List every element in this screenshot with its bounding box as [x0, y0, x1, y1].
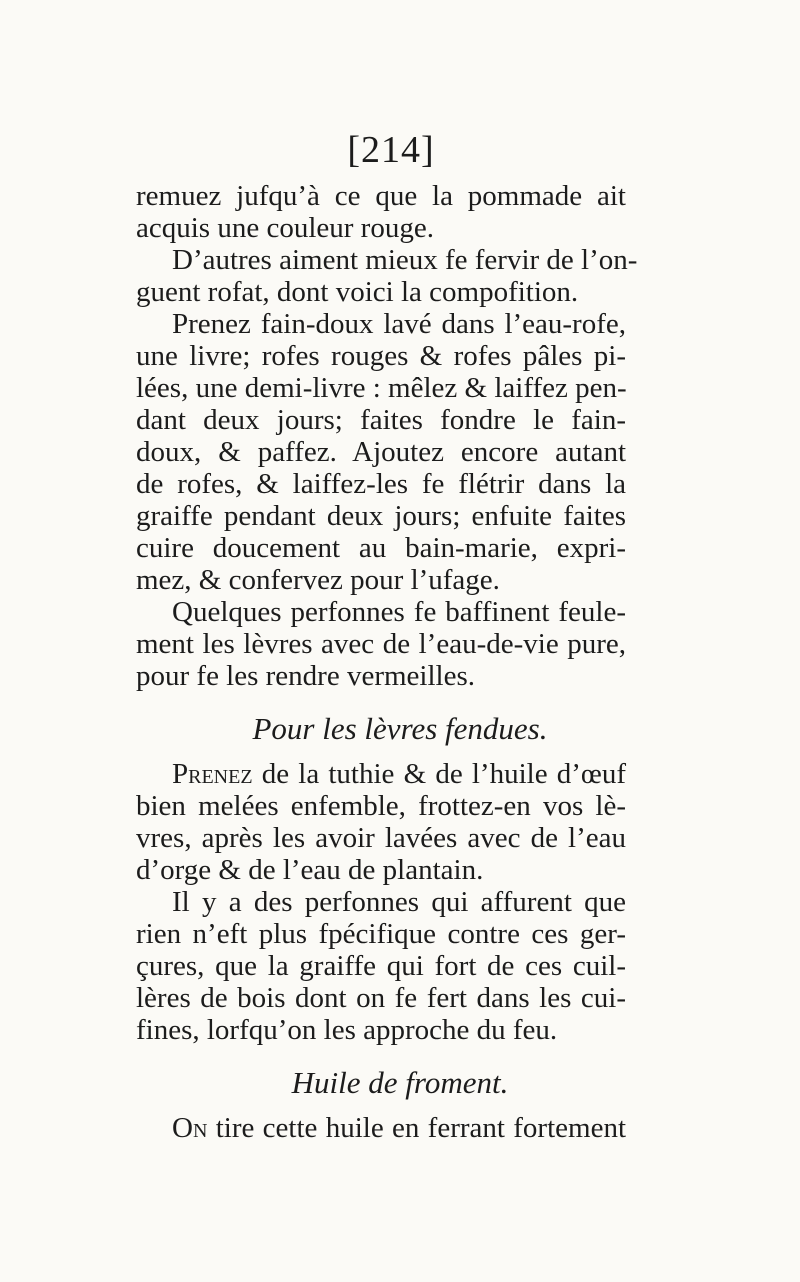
text-line: guent rofat, dont voici la compofition.: [136, 276, 579, 308]
section-heading: Huile de froment.: [291, 1065, 509, 1100]
text-line: mez, & confervez pour l’ufage.: [136, 564, 500, 596]
text-line: vres, après les avoir lavées avec de l’eau: [136, 822, 626, 854]
text-line: une livre; rofes rouges & rofes pâles pi-: [136, 340, 626, 372]
text-line: Il y a des perfonnes qui affurent que: [172, 886, 626, 918]
text-line: D’autres aiment mieux fe fervir de l’on-: [172, 244, 638, 276]
text-line: graiffe pendant deux jours; enfuite faites: [136, 500, 626, 532]
page-number: [214]: [347, 129, 435, 171]
text-line: dant deux jours; faites fondre le fain-: [136, 404, 626, 436]
text-line: [172, 1110, 626, 1146]
text-line: pour fe les rendre vermeilles.: [136, 660, 475, 692]
section-heading: Pour les lèvres fendues.: [252, 711, 548, 746]
text-line: remuez jufqu’à ce que la pommade ait: [136, 180, 626, 212]
text-line: Quelques perfonnes fe baffinent feule-: [172, 596, 626, 628]
text-line: rien n’eft plus fpécifique contre ces ger-: [136, 918, 626, 950]
text-line: fines, lorfqu’on les approche du feu.: [136, 1014, 558, 1046]
text-line: bien melées enfemble, frottez-en vos lè-: [136, 790, 626, 822]
text-line: acquis une couleur rouge.: [136, 212, 434, 244]
text-line: cuire doucement au bain-marie, expri-: [136, 532, 626, 564]
text-line: lées, une demi-livre : mêlez & laiffez pen-: [136, 372, 627, 404]
text-line: ment les lèvres avec de l’eau-de-vie pure,: [136, 628, 626, 660]
text-line: lères de bois dont on fe fert dans les cui-: [136, 982, 626, 1014]
text-line: doux, & paffez. Ajoutez encore autant: [136, 436, 626, 468]
text-line: [172, 756, 626, 792]
text-line: d’orge & de l’eau de plantain.: [136, 854, 484, 886]
line-rest: de la tuthie & de l’huile d’œuf: [252, 758, 626, 790]
text-line: çures, que la graiffe qui fort de ces cuil-: [136, 950, 626, 982]
text-line: Prenez fain-doux lavé dans l’eau-rofe,: [172, 308, 626, 340]
line-rest: tire cette huile en ferrant fortement: [207, 1112, 626, 1144]
lead-word: On: [172, 1112, 208, 1144]
text-line: de rofes, & laiffez-les fe flétrir dans la: [136, 468, 626, 500]
lead-word: Prenez: [172, 758, 253, 790]
